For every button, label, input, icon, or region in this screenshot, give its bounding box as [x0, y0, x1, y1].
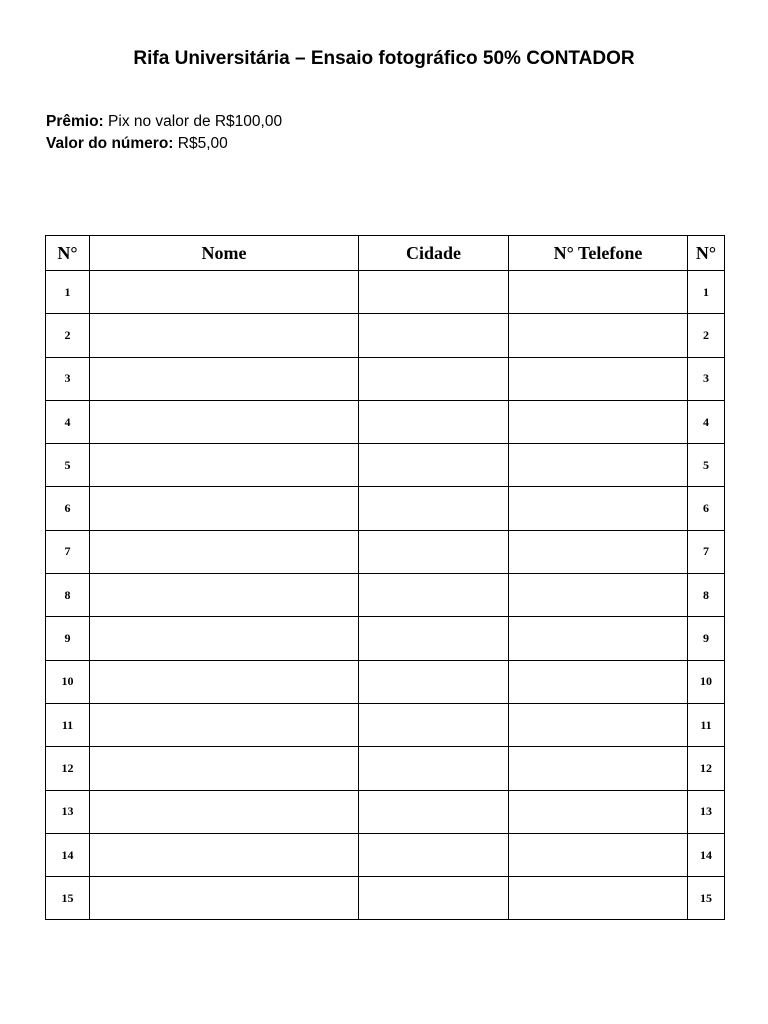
phone-cell[interactable]: [509, 790, 688, 833]
name-cell[interactable]: [90, 314, 359, 357]
row-number-left: 14: [46, 833, 90, 876]
header-phone: N° Telefone: [509, 236, 688, 271]
phone-cell[interactable]: [509, 747, 688, 790]
name-cell[interactable]: [90, 530, 359, 573]
header-number-left: N°: [46, 236, 90, 271]
header-name: Nome: [90, 236, 359, 271]
row-number-left: 13: [46, 790, 90, 833]
table-row: [46, 271, 725, 314]
phone-cell[interactable]: [509, 877, 688, 920]
table-row: [46, 617, 725, 660]
table-row: [46, 530, 725, 573]
row-number-left: 4: [46, 400, 90, 443]
name-cell[interactable]: [90, 271, 359, 314]
row-number-left: 1: [46, 271, 90, 314]
city-cell[interactable]: [359, 357, 509, 400]
row-number-right: 1: [688, 271, 725, 314]
row-number-right: 7: [688, 530, 725, 573]
table-row: [46, 314, 725, 357]
table-row: [46, 790, 725, 833]
row-number-right: 9: [688, 617, 725, 660]
header-number-right: N°: [688, 236, 725, 271]
row-number-right: 10: [688, 660, 725, 703]
row-number-right: 4: [688, 400, 725, 443]
prize-label: Prêmio:: [46, 113, 104, 130]
phone-cell[interactable]: [509, 357, 688, 400]
city-cell[interactable]: [359, 703, 509, 746]
document-title: Rifa Universitária – Ensaio fotográfico 50% CONTADOR: [133, 48, 635, 69]
row-number-right: 8: [688, 574, 725, 617]
name-cell[interactable]: [90, 400, 359, 443]
row-number-right: 2: [688, 314, 725, 357]
row-number-left: 15: [46, 877, 90, 920]
phone-cell[interactable]: [509, 314, 688, 357]
name-cell[interactable]: [90, 357, 359, 400]
phone-cell[interactable]: [509, 833, 688, 876]
table-row: [46, 877, 725, 920]
table-row: [46, 574, 725, 617]
city-cell[interactable]: [359, 833, 509, 876]
table-row: [46, 703, 725, 746]
phone-cell[interactable]: [509, 400, 688, 443]
row-number-right: 6: [688, 487, 725, 530]
prize-line: [46, 111, 282, 133]
name-cell[interactable]: [90, 660, 359, 703]
name-cell[interactable]: [90, 574, 359, 617]
prize-value: Pix no valor de R$100,00: [108, 113, 283, 130]
row-number-left: 7: [46, 530, 90, 573]
raffle-table-body: [46, 271, 725, 920]
city-cell[interactable]: [359, 444, 509, 487]
name-cell[interactable]: [90, 703, 359, 746]
city-cell[interactable]: [359, 747, 509, 790]
table-row: [46, 747, 725, 790]
city-cell[interactable]: [359, 877, 509, 920]
row-number-right: 11: [688, 703, 725, 746]
name-cell[interactable]: [90, 877, 359, 920]
row-number-left: 10: [46, 660, 90, 703]
raffle-info: [46, 111, 282, 155]
row-number-left: 5: [46, 444, 90, 487]
row-number-left: 3: [46, 357, 90, 400]
header-city: Cidade: [359, 236, 509, 271]
row-number-right: 14: [688, 833, 725, 876]
city-cell[interactable]: [359, 660, 509, 703]
name-cell[interactable]: [90, 833, 359, 876]
phone-cell[interactable]: [509, 574, 688, 617]
phone-cell[interactable]: [509, 660, 688, 703]
city-cell[interactable]: [359, 271, 509, 314]
price-line: [46, 133, 282, 155]
table-row: [46, 357, 725, 400]
phone-cell[interactable]: [509, 530, 688, 573]
row-number-right: 3: [688, 357, 725, 400]
name-cell[interactable]: [90, 790, 359, 833]
city-cell[interactable]: [359, 487, 509, 530]
row-number-right: 15: [688, 877, 725, 920]
phone-cell[interactable]: [509, 271, 688, 314]
phone-cell[interactable]: [509, 487, 688, 530]
table-row: [46, 833, 725, 876]
price-label: Valor do número:: [46, 135, 174, 152]
row-number-right: 12: [688, 747, 725, 790]
row-number-right: 5: [688, 444, 725, 487]
row-number-right: 13: [688, 790, 725, 833]
row-number-left: 8: [46, 574, 90, 617]
city-cell[interactable]: [359, 790, 509, 833]
raffle-table: [45, 235, 725, 920]
city-cell[interactable]: [359, 400, 509, 443]
city-cell[interactable]: [359, 530, 509, 573]
phone-cell[interactable]: [509, 703, 688, 746]
table-row: [46, 400, 725, 443]
name-cell[interactable]: [90, 617, 359, 660]
table-row: [46, 660, 725, 703]
table-row: [46, 487, 725, 530]
row-number-left: 12: [46, 747, 90, 790]
table-row: [46, 444, 725, 487]
table-header-row: [46, 236, 725, 271]
city-cell[interactable]: [359, 574, 509, 617]
name-cell[interactable]: [90, 487, 359, 530]
row-number-left: 11: [46, 703, 90, 746]
phone-cell[interactable]: [509, 444, 688, 487]
city-cell[interactable]: [359, 314, 509, 357]
row-number-left: 6: [46, 487, 90, 530]
phone-cell[interactable]: [509, 617, 688, 660]
name-cell[interactable]: [90, 747, 359, 790]
city-cell[interactable]: [359, 617, 509, 660]
row-number-left: 2: [46, 314, 90, 357]
row-number-left: 9: [46, 617, 90, 660]
price-value: R$5,00: [177, 135, 228, 152]
name-cell[interactable]: [90, 444, 359, 487]
